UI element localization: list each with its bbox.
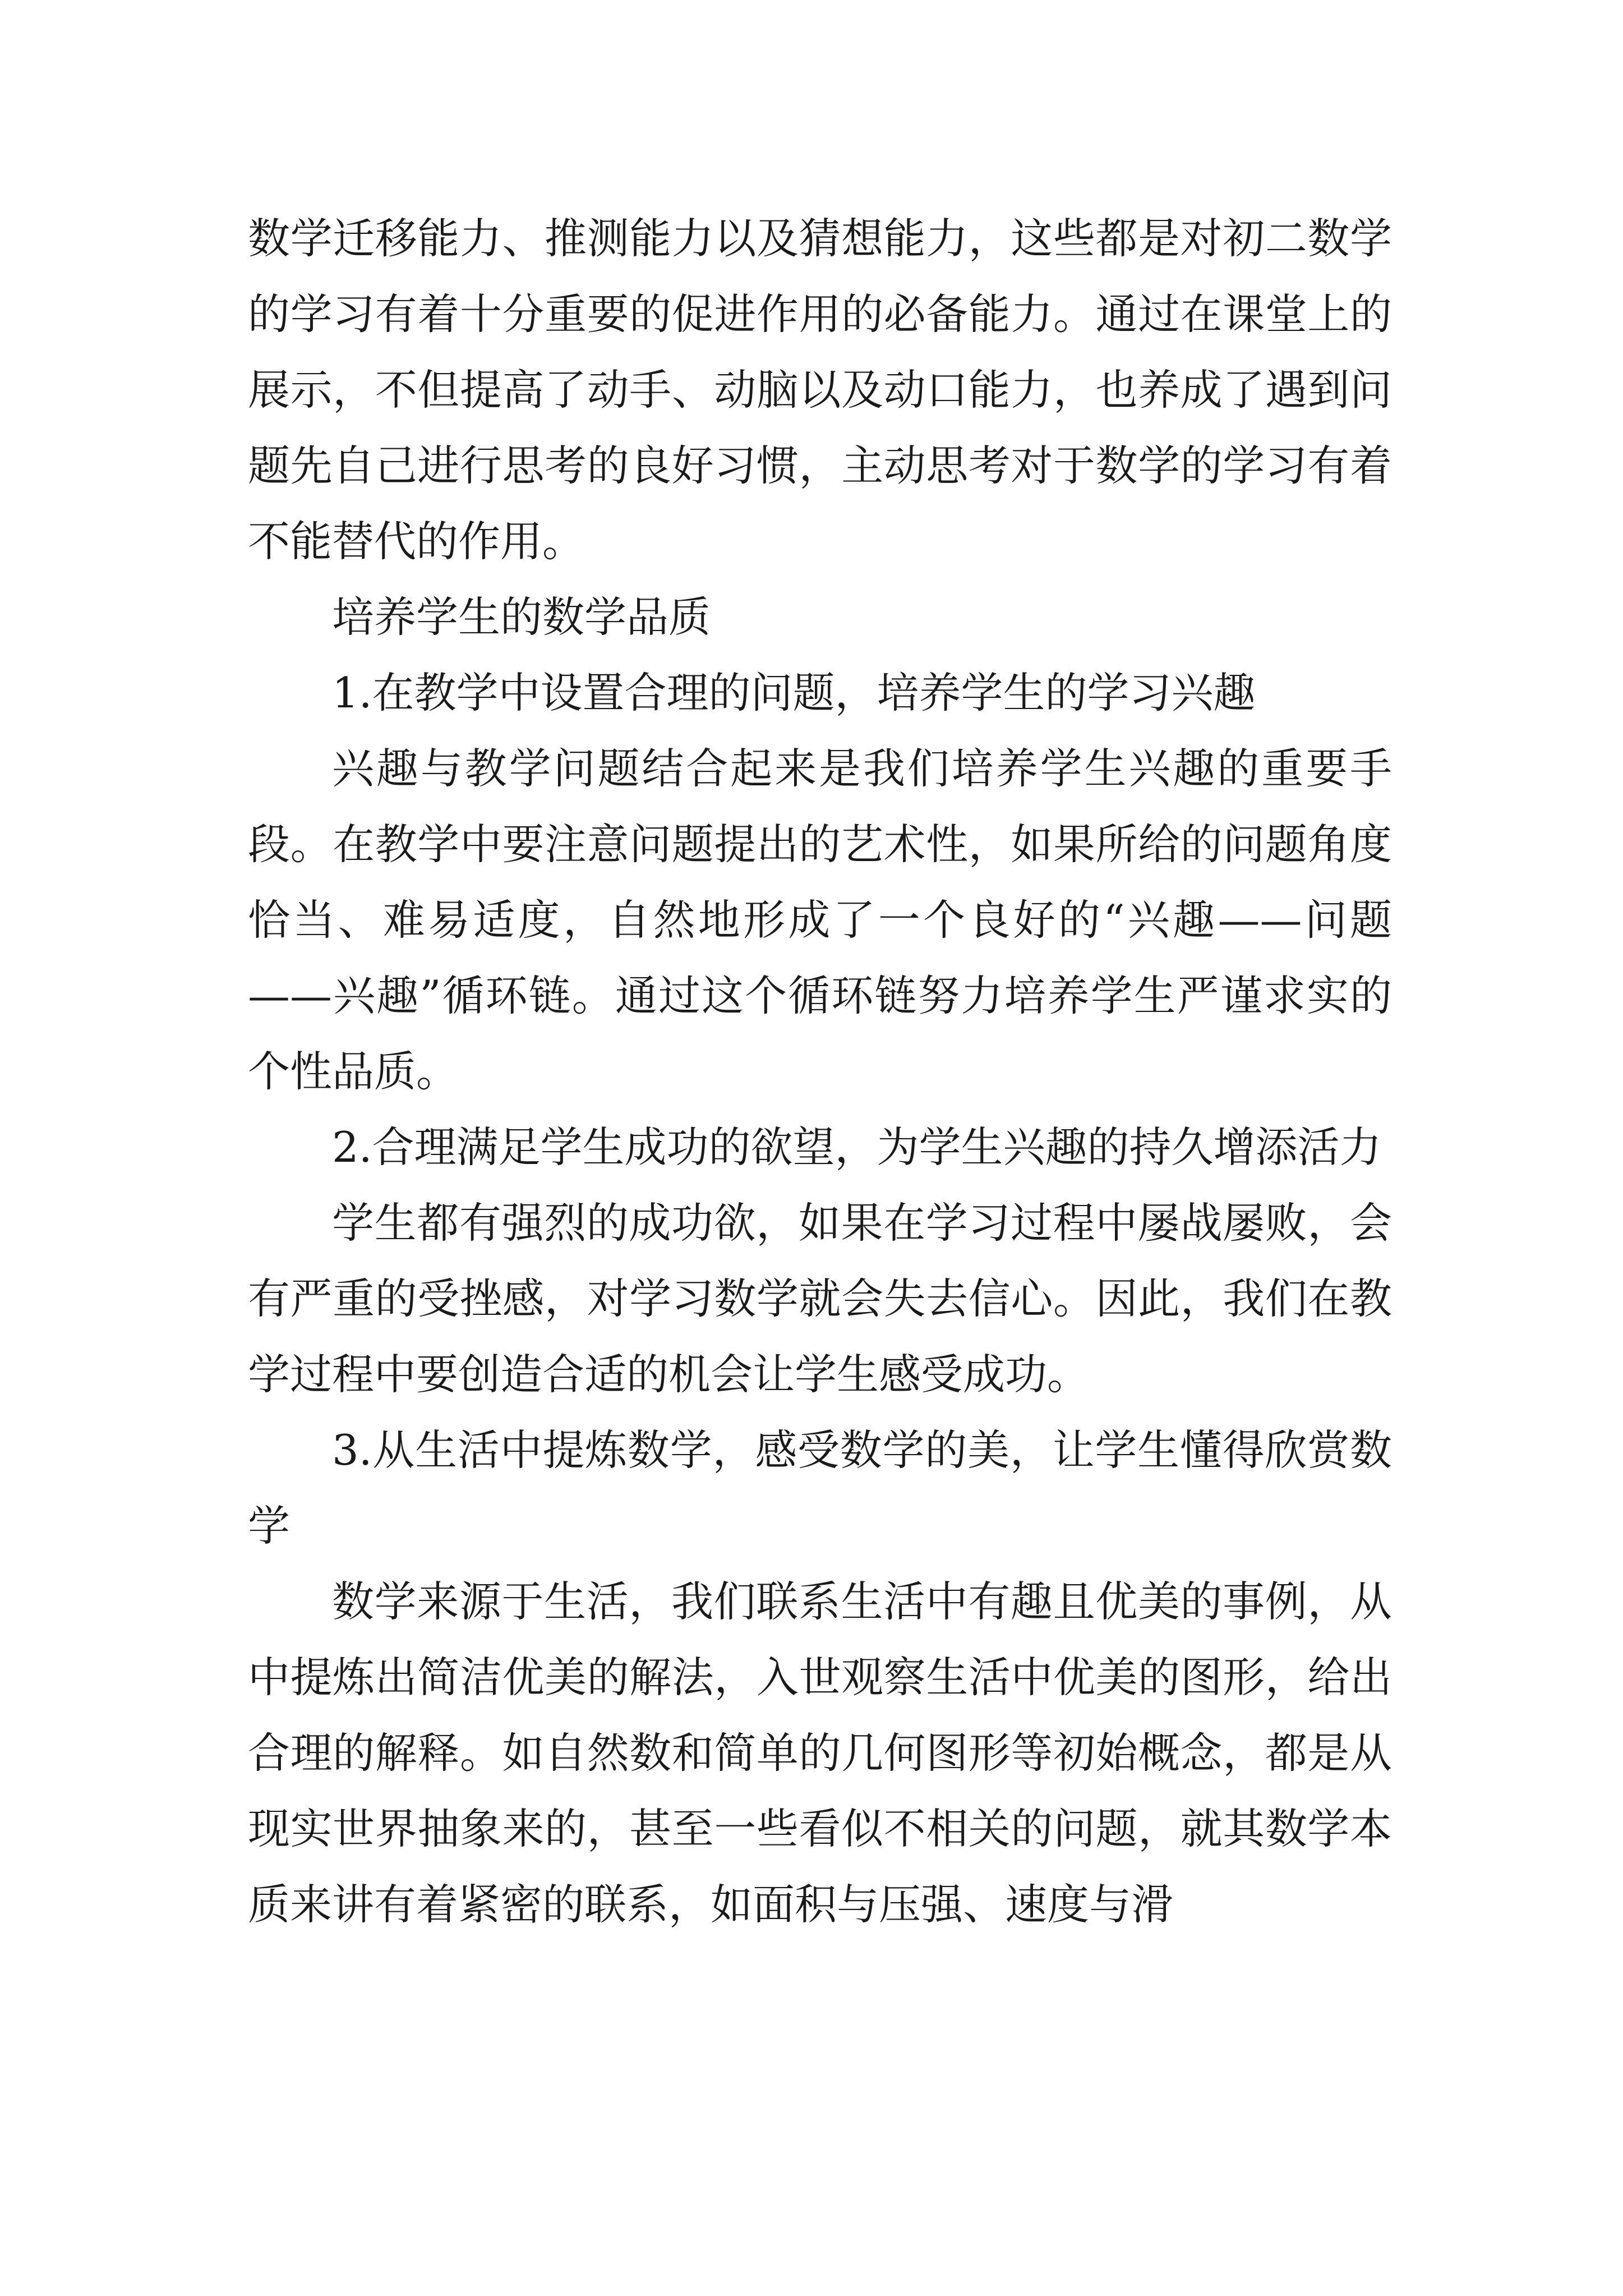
subheading-2: 2.合理满足学生成功的欲望，为学生兴趣的持久增添活力 (332, 1122, 1382, 1172)
paragraph-continuation: 数学迁移能力、推测能力以及猜想能力，这些都是对初二数学的学习有着十分重要的促进作用的必备能力。通过在课堂上的展示，不但提高了动手、动脑以及动口能力，也养成了遇到问题先自己进行思考的良好习惯，主动思考对于数学的学习有着不能替代的作用。 (248, 214, 1392, 566)
document-body (248, 201, 1392, 1943)
paragraph-2: 学生都有强烈的成功欲，如果在学习过程中屡战屡败，会有严重的受挫感，对学习数学就会失去信心。因此，我们在教学过程中要创造合适的机会让学生感受成功。 (248, 1198, 1392, 1399)
section-heading: 培养学生的数学品质 (332, 592, 711, 642)
subheading-1: 1.在教学中设置合理的问题，培养学生的学习兴趣 (332, 668, 1256, 717)
paragraph-1: 兴趣与教学问题结合起来是我们培养学生兴趣的重要手段。在教学中要注意问题提出的艺术性，如果所给的问题角度恰当、难易适度，自然地形成了一个良好的“兴趣——问题——兴趣”循环链。通过这个循环链努力培养学生严谨求实的个性品质。 (248, 744, 1392, 1096)
paragraph-3: 数学来源于生活，我们联系生活中有趣且优美的事例，从中提炼出简洁优美的解法，入世观察生活中优美的图形，给出合理的解释。如自然数和简单的几何图形等初始概念，都是从现实世界抽象来的，甚至一些看似不相关的问题，就其数学本质来讲有着紧密的联系，如面积与压强、速度与滑 (248, 1577, 1392, 1929)
subheading-3: 3.从生活中提炼数学，感受数学的美，让学生懂得欣赏数学 (248, 1425, 1392, 1550)
